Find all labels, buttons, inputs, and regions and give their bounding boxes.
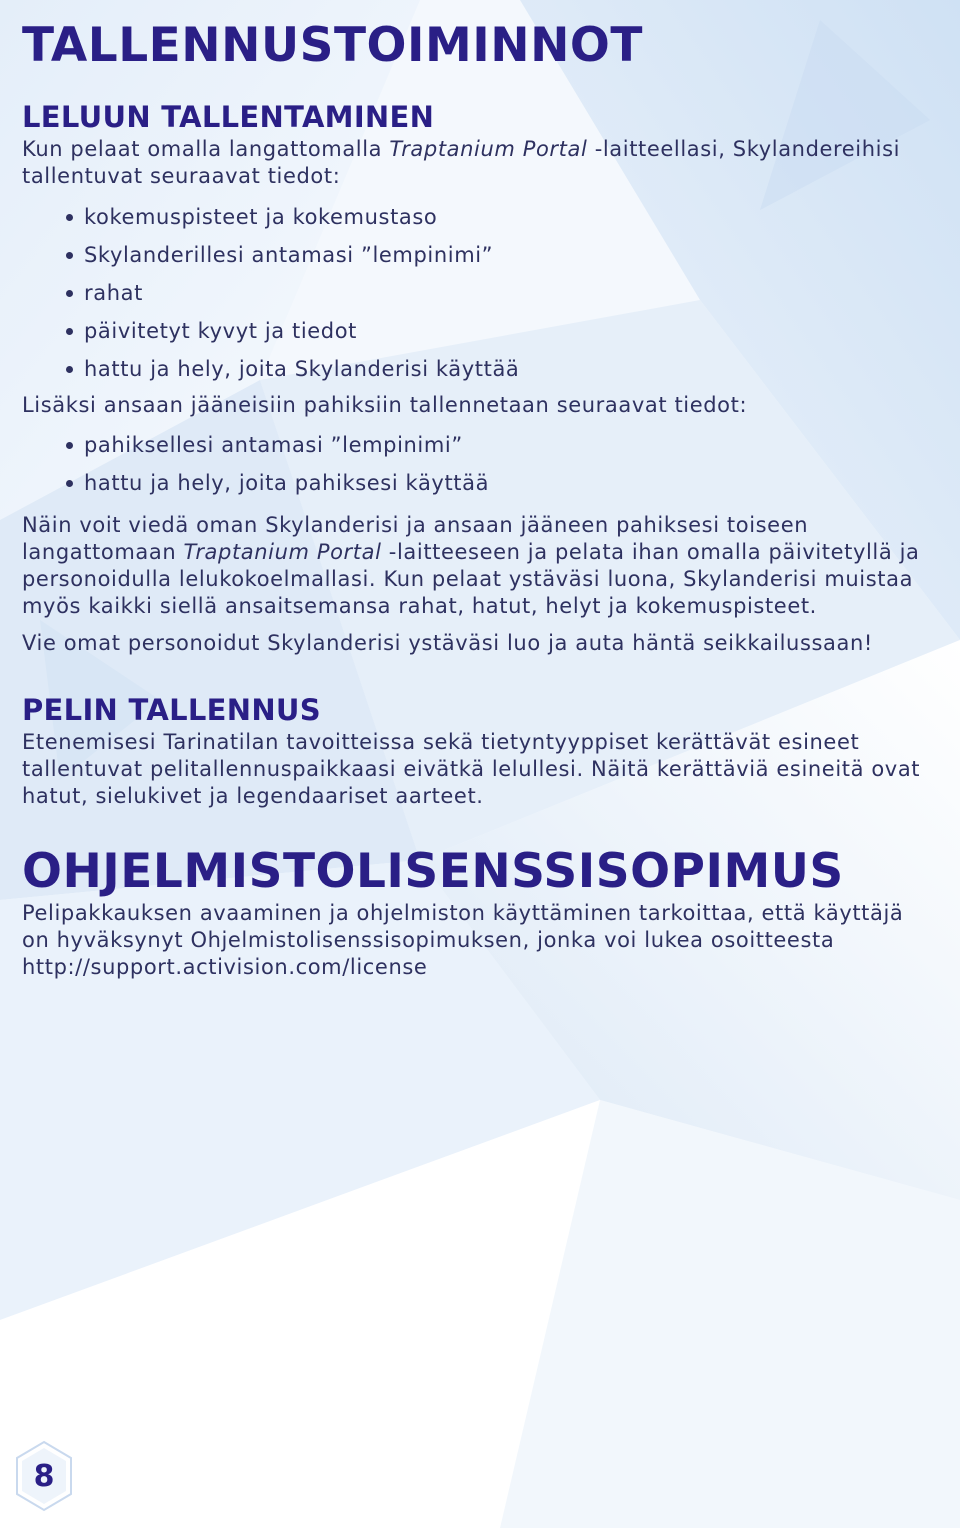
license-paragraph: Pelipakkauksen avaaminen ja ohjelmiston käyttäminen tarkoittaa, että käyttäjä on hyväksynyt Ohjelmistolisenssisopimuksen, jonka voi lukea osoitteesta http://support.activision.com/license xyxy=(22,901,904,979)
list-item: hattu ja hely, joita pahiksesi käyttää xyxy=(62,464,937,502)
page-content xyxy=(22,18,937,981)
friend-paragraph: Vie omat personoidut Skylanderisi ystäväsi luo ja auta häntä seikkailussaan! xyxy=(22,631,873,655)
list-item: rahat xyxy=(62,274,937,312)
product-name: Traptanium Portal xyxy=(183,540,382,564)
subtitle-toy-saving: LELUUN TALLENTAMINEN xyxy=(22,100,435,134)
portability-paragraph: Näin voit viedä oman Skylanderisi ja ansaan jääneen pahiksesi toiseen langattomaan Traptanium Portal -laitteeseen ja pelata ihan omalla päivitetyllä ja personoidulla lelukokoelmallasi. Kun pelaat ystäväsi luona, Skylanderisi muistaa myös kaikki siellä ansaitsemansa rahat, hatut, helyt ja kokemuspisteet. xyxy=(22,513,920,618)
list-item: kokemuspisteet ja kokemustaso xyxy=(62,198,937,236)
intro-paragraph: Kun pelaat omalla langattomalla Traptanium Portal -laitteellasi, Skylandereihisi tallentuvat seuraavat tiedot: xyxy=(22,137,901,188)
list-item: hattu ja hely, joita Skylanderisi käyttää xyxy=(62,350,937,388)
villains-intro: Lisäksi ansaan jääneisiin pahiksiin tallennetaan seuraavat tiedot: xyxy=(22,393,748,417)
section-title-license: OHJELMISTOLISENSSISOPIMUS xyxy=(22,844,844,899)
product-name: Traptanium Portal xyxy=(389,137,588,161)
list-item: Skylanderillesi antamasi ”lempinimi” xyxy=(62,236,937,274)
page-number: 8 xyxy=(33,1459,55,1494)
saved-data-list xyxy=(22,198,937,388)
villain-data-list xyxy=(22,426,937,502)
section-title-saving: TALLENNUSTOIMINNOT xyxy=(22,18,643,73)
list-item: pahiksellesi antamasi ”lempinimi” xyxy=(62,426,937,464)
game-saving-paragraph: Etenemisesi Tarinatilan tavoitteissa sekä tietyntyyppiset kerättävät esineet tallentuvat pelitallennuspaikkaasi eivätkä lelullesi. Näitä kerättäviä esineitä ovat hatut, sielukivet ja legendaariset aarteet. xyxy=(22,730,921,808)
list-item: päivitetyt kyvyt ja tiedot xyxy=(62,312,937,350)
subtitle-game-saving: PELIN TALLENNUS xyxy=(22,693,321,727)
